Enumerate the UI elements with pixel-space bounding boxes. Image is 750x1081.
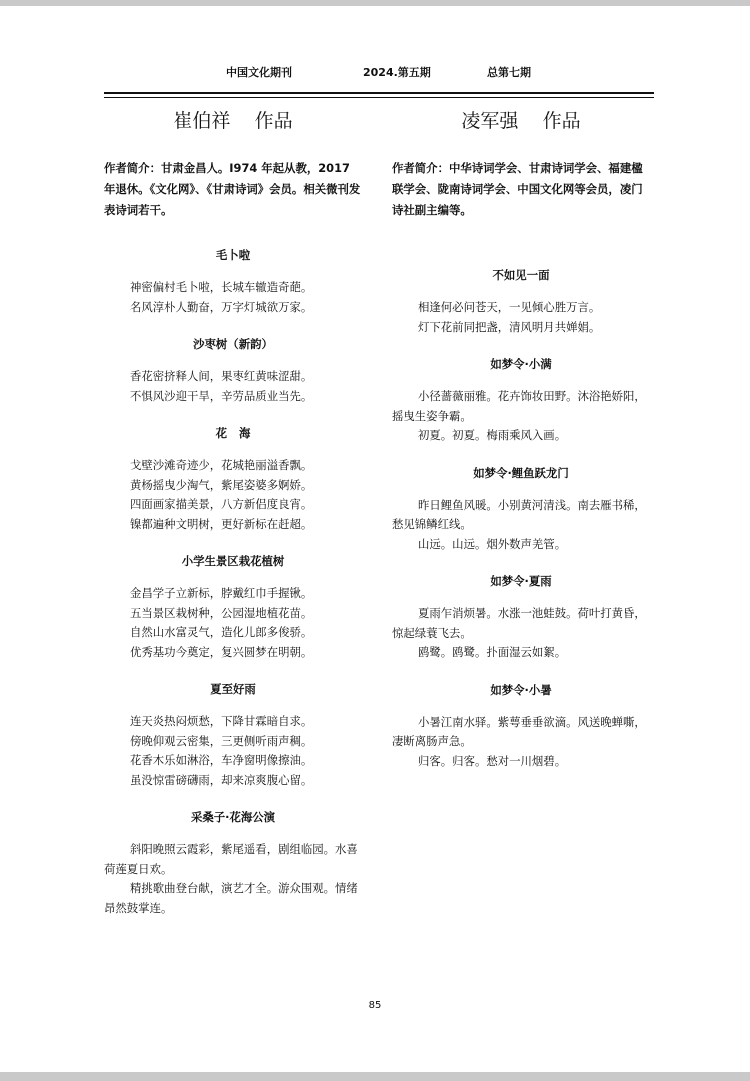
poem (104, 808, 362, 918)
poem (392, 681, 650, 772)
poem-title: 如梦令·鲤鱼跃龙门 (473, 465, 569, 480)
poem-line: 戈壁沙滩奇迹少，花城艳丽溢香飘。 (130, 458, 313, 472)
poem-line: 自然山水富灵气，造化儿郎多俊骄。 (130, 625, 313, 639)
poem-line: 神密偏村毛卜啦，长城车辙造奇葩。 (130, 280, 313, 294)
poem-line: 相逢何必问苍天，一见倾心胜万言。 (418, 300, 601, 314)
poem-line: 精挑歌曲登台献，演艺才全。游众围观。情绪昂然鼓掌连。 (104, 881, 358, 915)
poem (104, 246, 362, 317)
poem-line: 优秀基功今奠定，复兴圆梦在明朝。 (130, 644, 313, 659)
poem (392, 572, 650, 663)
poem-line: 山远。山远。烟外数声羌管。 (418, 536, 567, 551)
poem (104, 335, 362, 406)
poem (104, 680, 362, 790)
poem (392, 464, 650, 555)
poem-title: 如梦令·夏雨 (490, 574, 552, 588)
left-author-bio: 作者简介：甘肃金昌人。I974 年起从教，2017 年退休。《文化网》、《甘肃诗词》会员。相关微刊发表诗词若干。 (104, 161, 361, 217)
poem-line: 五当景区栽树种，公园湿地植花苗。 (130, 605, 313, 620)
poem (104, 424, 362, 534)
poem-line: 昨日鲤鱼风暖。小别黄河清浅。南去雁书稀，愁见锦鳞红线。 (392, 497, 646, 531)
poem-line: 小暑江南水驿。紫萼垂垂欲滴。风送晚蝉嘶，凄断离肠声急。 (392, 714, 646, 748)
poem (392, 266, 650, 337)
poem-line: 灯下花前同把盏，清风明月共婵娟。 (418, 319, 601, 334)
page-number: 85 (368, 1000, 382, 1011)
poem-line: 黄杨摇曳少淘气，紫尾姿婆多婀娇。 (130, 477, 313, 492)
header-rule-thin (104, 97, 654, 98)
poem-line: 镍都遍种文明树，更好新标在赶超。 (130, 516, 313, 531)
journal-header (0, 64, 750, 84)
poem-title: 如梦令·小暑 (490, 682, 552, 697)
poem-title: 夏至好雨 (210, 682, 256, 696)
total-issue-label: 总第七期 (487, 66, 531, 79)
right-author-bio: 作者简介：中华诗词学会、甘肃诗词学会、福建楹联学会、陇南诗词学会、中国文化网等会员，凌门诗社副主编等。 (392, 161, 643, 217)
poem-title: 小学生景区栽花植树 (181, 554, 285, 568)
poem-line: 香花密挤释人间，果枣红黄味涩甜。 (130, 369, 313, 383)
poem-line: 初夏。初夏。梅雨乘风入画。 (418, 428, 567, 442)
poem-line: 四面画家描美景，八方新侣度良宵。 (130, 497, 313, 511)
poem-title: 花 海 (215, 426, 251, 440)
issue-label: 2024.第五期 (363, 66, 431, 79)
poem (104, 552, 362, 662)
poem-line: 金昌学子立新标，脖戴红巾手握锹。 (130, 586, 313, 600)
header-rule-thick (104, 92, 654, 94)
poem-line: 名风淳朴人勤奋，万字灯城欲万家。 (130, 299, 313, 314)
right-author-title: 凌军强 作品 (461, 110, 581, 132)
poem-title: 不如见一面 (492, 268, 550, 282)
poem-line: 连天炎热闷烦愁，下降甘霖暗自求。 (130, 714, 313, 728)
poem-title: 采桑子·花海公演 (190, 810, 276, 824)
journal-name: 中国文化期刊 (226, 66, 292, 79)
poem-line: 虽没惊雷磅礴雨，却来凉爽腹心留。 (130, 772, 313, 787)
poem-title: 如梦令·小满 (490, 357, 552, 371)
poem-line: 小径蔷薇丽雅。花卉饰妆田野。沐浴艳娇阳，摇曳生姿争霸。 (392, 389, 646, 423)
poem-line: 不惧风沙迎干旱，辛劳品质业当先。 (130, 388, 313, 403)
document-page (0, 6, 750, 1072)
poem-line: 夏雨乍消烦暑。水涨一池蛙鼓。荷叶打黄昏，惊起绿蓑飞去。 (392, 606, 646, 640)
poem (392, 355, 650, 446)
left-author-title: 崔伯祥 作品 (173, 110, 293, 132)
right-column (392, 106, 650, 771)
poem-line: 斜阳晚照云霞彩，紫尾遥看，剧组临园。水喜荷莲夏日欢。 (104, 842, 358, 876)
poem-line: 归客。归客。愁对一川烟碧。 (418, 753, 567, 768)
poem-line: 傍晚仰观云密集，三更侧听雨声稠。 (130, 733, 313, 748)
poem-line: 花香木乐如淋浴，车净窗明像擦油。 (130, 753, 313, 767)
poem-line: 鸥鹭。鸥鹭。扑面湿云如絮。 (418, 645, 567, 659)
poem-title: 沙枣树（新韵） (193, 337, 273, 351)
left-column (104, 106, 362, 918)
poem-title: 毛卜啦 (215, 248, 251, 262)
